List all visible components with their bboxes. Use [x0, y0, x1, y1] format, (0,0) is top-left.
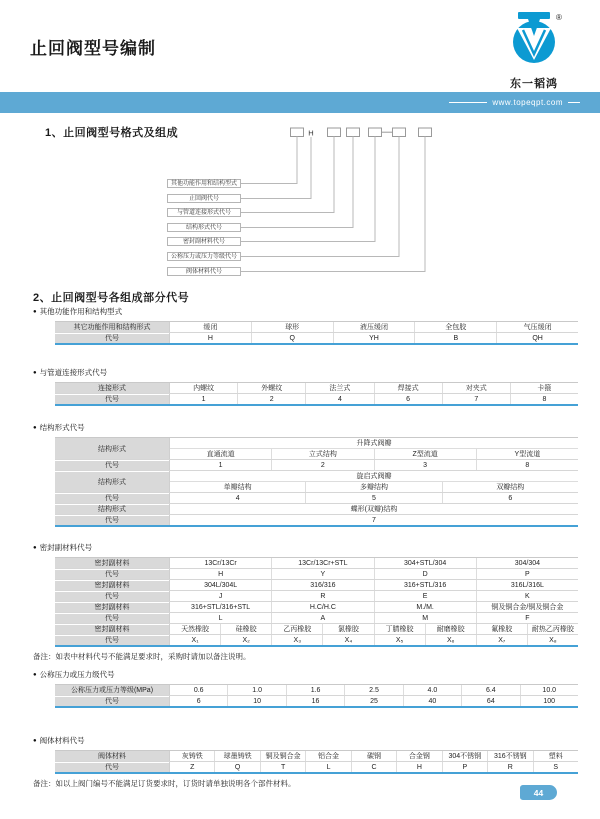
- table-row-group: [55, 612, 578, 623]
- row-header: 代号: [55, 515, 170, 525]
- format-label-other-function: 其他功能作用和结构型式: [167, 179, 241, 188]
- table-cell: 升降式阀瓣: [356, 440, 392, 447]
- table-bullet-label: 密封副材料代号: [39, 543, 93, 552]
- table-cell: 6: [374, 394, 442, 404]
- table-cell: 0.6: [193, 686, 204, 694]
- table-cell: 13Cr/13Cr: [204, 559, 237, 567]
- row-header: 结构形式: [55, 504, 170, 514]
- table-cell: 天然橡胶: [181, 626, 210, 633]
- code-table: [55, 321, 578, 345]
- table-row-group: [55, 503, 578, 514]
- table-row: [170, 493, 578, 503]
- table-cell: 8: [476, 460, 578, 470]
- page-number-badge: 44: [520, 785, 557, 800]
- table-cell: 40: [403, 696, 461, 706]
- table-cell: 氯橡胶: [322, 624, 373, 634]
- row-header: 密封副材料: [55, 602, 170, 612]
- table-cell: 对夹式: [442, 383, 510, 393]
- table-note: 备注：如以上阀门编号不能满足订货要求时，订货时请单独说明各个部件材料。: [33, 779, 296, 788]
- table-cell: 1.6: [286, 685, 344, 695]
- table-cell: 法兰式: [305, 383, 373, 393]
- table-cell: Z型流道: [374, 449, 476, 459]
- code-table: [55, 750, 578, 774]
- table-row: [170, 591, 578, 601]
- table-cell: 316不锈钢: [487, 751, 532, 761]
- table-row: [170, 635, 578, 645]
- table-cell: S: [533, 762, 578, 772]
- table-cell: 3: [374, 460, 476, 470]
- table-bullet: [33, 367, 578, 378]
- table-row: [170, 580, 578, 590]
- table-row-group: [55, 332, 578, 343]
- website-banner: [0, 92, 600, 113]
- table-cell: 1.0: [227, 685, 285, 695]
- connector-line-7: [241, 137, 425, 272]
- table-bullet-label: 结构形式代号: [39, 423, 85, 432]
- table-cell: 13Cr/13Cr+STL: [271, 558, 373, 568]
- table-cell: X₄: [322, 635, 373, 645]
- table-row-group: [55, 470, 578, 492]
- table-cell: H.C/H.C: [271, 602, 373, 612]
- table-cell: 硅橡胶: [220, 624, 271, 634]
- table-block-pipe-connection: [33, 367, 578, 406]
- table-row: [170, 762, 578, 772]
- table-cell: 4: [235, 494, 240, 502]
- bullet-icon: ●: [33, 544, 37, 551]
- code-box-2: [328, 128, 341, 137]
- table-cell: 6.4: [461, 685, 519, 695]
- connector-line-5: [241, 137, 375, 242]
- table-cell: L: [218, 614, 223, 622]
- table-cell: 10.0: [520, 685, 578, 695]
- table-cell: Y: [271, 569, 373, 579]
- table-bullet: [33, 422, 578, 433]
- table-row-group: [55, 514, 578, 525]
- table-cell: 卡箍: [510, 383, 578, 393]
- table-cell: H: [396, 762, 441, 772]
- code-table: [55, 557, 578, 647]
- table-block-seal-material: [33, 542, 578, 662]
- table-cell: 铜及铜合金: [260, 751, 305, 761]
- format-label-seal-material: 密封副材料代号: [167, 237, 241, 246]
- code-box-6: [419, 128, 432, 137]
- table-row-group: [55, 751, 578, 761]
- table-cell: 合金钢: [396, 751, 441, 761]
- table-cell: 316+STL/316: [374, 580, 476, 590]
- table-cell: 304不锈钢: [442, 751, 487, 761]
- table-cell: 液压缓闭: [333, 322, 415, 332]
- table-note: 备注：如表中材料代号不能满足要求时，采购时请加以备注说明。: [33, 652, 251, 661]
- table-bullet: [33, 669, 578, 680]
- table-cell: 5: [305, 493, 441, 503]
- table-bullet: [33, 735, 578, 746]
- table-bullet-label: 与管道连接形式代号: [39, 368, 108, 377]
- table-cell: A: [271, 613, 373, 623]
- bullet-icon: ●: [33, 369, 37, 376]
- table-row: [170, 448, 578, 459]
- table-cell: 2: [237, 394, 305, 404]
- table-cell: K: [476, 591, 578, 601]
- table-cell: X₁: [191, 636, 199, 644]
- table-row-group: [55, 623, 578, 634]
- table-row-group: [55, 695, 578, 706]
- table-row-group: [55, 634, 578, 645]
- row-header: 代号: [55, 493, 170, 503]
- table-cell: B: [414, 333, 496, 343]
- section1-heading: 1、止回阀型号格式及组成: [45, 127, 179, 139]
- table-cell: 外螺纹: [237, 383, 305, 393]
- connector-line-3: [241, 137, 334, 213]
- table-row: [170, 471, 578, 481]
- row-header: 代号: [55, 613, 170, 623]
- code-box-3: [347, 128, 360, 137]
- table-cell: Y型流道: [476, 449, 578, 459]
- table-row: [170, 438, 578, 448]
- bullet-icon: ●: [33, 308, 37, 315]
- row-header: 代号: [55, 394, 170, 404]
- table-cell: 316+STL/316+STL: [191, 603, 251, 611]
- table-row-group: [55, 590, 578, 601]
- table-cell: 10: [227, 696, 285, 706]
- table-cell: 多瓣结构: [305, 482, 441, 492]
- table-cell: 4.0: [403, 685, 461, 695]
- table-row: [170, 394, 578, 404]
- table-cell: 304/304: [476, 558, 578, 568]
- brand-logo-block: [505, 10, 563, 91]
- table-row: [170, 613, 578, 623]
- table-block-other-function: [33, 306, 578, 345]
- table-row: [170, 602, 578, 612]
- table-cell: 100: [520, 696, 578, 706]
- table-row: [170, 322, 578, 332]
- table-cell: F: [476, 613, 578, 623]
- format-label-pressure-rating: 公称压力或压力等级代号: [167, 252, 241, 261]
- table-cell: P: [476, 569, 578, 579]
- table-block-body-material: [33, 735, 578, 789]
- table-cell: 球墨铸铁: [214, 751, 259, 761]
- table-cell: M./M.: [374, 602, 476, 612]
- table-cell: 2.5: [344, 685, 402, 695]
- table-block-pressure-rating: [33, 669, 578, 708]
- table-cell: 25: [344, 696, 402, 706]
- table-cell: R: [487, 762, 532, 772]
- table-cell: M: [374, 613, 476, 623]
- table-bullet-label: 公称压力或压力级代号: [39, 670, 115, 679]
- table-cell: 耐磨橡胶: [425, 624, 476, 634]
- table-cell: 1: [201, 395, 206, 403]
- table-row: [170, 751, 578, 761]
- table-cell: 旋启式阀瓣: [356, 473, 392, 480]
- table-cell: 碳钢: [351, 751, 396, 761]
- table-cell: 2: [271, 460, 373, 470]
- code-box-1: [291, 128, 304, 137]
- brand-name: 东一韬鸿: [510, 78, 558, 90]
- table-row-group: [55, 761, 578, 772]
- table-cell: X₃: [271, 635, 322, 645]
- table-cell: YH: [333, 333, 415, 343]
- brand-logo-icon: [506, 10, 562, 68]
- format-label-pipe-connection: 与管道连接形式代号: [167, 208, 241, 217]
- table-cell: D: [374, 569, 476, 579]
- code-table: [55, 382, 578, 406]
- table-cell: 304L/304L: [204, 581, 238, 589]
- table-cell: T: [260, 762, 305, 772]
- connector-line-2: [241, 137, 311, 199]
- table-cell: 蝶形(双瓣)结构: [350, 506, 398, 513]
- table-cell: 304+STL/304: [374, 558, 476, 568]
- table-cell: R: [271, 591, 373, 601]
- table-row-group: [55, 685, 578, 695]
- table-cell: 单瓣结构: [223, 484, 252, 491]
- row-header: 代号: [55, 460, 170, 470]
- row-header: 密封副材料: [55, 624, 170, 634]
- table-cell: 6: [442, 493, 578, 503]
- bullet-icon: ●: [33, 671, 37, 678]
- row-header: 连接形式: [55, 383, 170, 393]
- bullet-icon: ●: [33, 424, 37, 431]
- row-header: 结构形式: [55, 438, 170, 459]
- table-cell: Q: [251, 333, 333, 343]
- model-letter: H: [308, 128, 314, 138]
- table-row: [170, 383, 578, 393]
- table-cell: 耐热乙丙橡胶: [527, 624, 578, 634]
- connector-line-4: [241, 137, 353, 228]
- format-label-body-material: 阀体材料代号: [167, 267, 241, 276]
- table-row: [170, 481, 578, 492]
- table-cell: 16: [286, 696, 344, 706]
- table-cell: X₈: [527, 635, 578, 645]
- code-box-4: [369, 128, 382, 137]
- row-header: 密封副材料: [55, 580, 170, 590]
- table-row-group: [55, 568, 578, 579]
- table-bullet-label: 阀体材料代号: [39, 736, 85, 745]
- table-cell: 双瓣结构: [442, 482, 578, 492]
- table-cell: 6: [196, 697, 201, 705]
- table-cell: 内螺纹: [193, 385, 215, 392]
- table-row: [170, 333, 578, 343]
- table-row-group: [55, 322, 578, 332]
- code-box-5: [393, 128, 406, 137]
- table-cell: Q: [214, 762, 259, 772]
- table-cell: 316/316: [271, 580, 373, 590]
- row-header: 代号: [55, 635, 170, 645]
- row-header: 阀体材料: [55, 751, 170, 761]
- row-header: 代号: [55, 591, 170, 601]
- table-bullet: [33, 306, 578, 317]
- website-url: www.topeqpt.com: [492, 98, 563, 107]
- section2-heading: 2、止回阀型号各组成部分代号: [33, 292, 190, 304]
- banner-line-left: [449, 102, 487, 103]
- connector-line-6: [241, 137, 399, 257]
- row-header: 其它功能作用和结构形式: [55, 322, 170, 332]
- table-bullet-label: 其他功能作用和结构型式: [39, 307, 123, 316]
- table-cell: Z: [190, 763, 195, 771]
- table-cell: 7: [442, 394, 510, 404]
- table-cell: 4: [305, 394, 373, 404]
- table-cell: 立式结构: [271, 449, 373, 459]
- connector-line-1: [241, 137, 297, 184]
- table-cell: 塑料: [533, 751, 578, 761]
- table-cell: 灰铸铁: [181, 753, 203, 760]
- table-row: [170, 624, 578, 634]
- code-table: [55, 437, 578, 527]
- table-row-group: [55, 601, 578, 612]
- table-row-group: [55, 438, 578, 459]
- table-block-structure-form: [33, 422, 578, 527]
- table-row: [170, 558, 578, 568]
- bullet-icon: ●: [33, 737, 37, 744]
- row-header: 结构形式: [55, 471, 170, 492]
- table-cell: 316L/316L: [476, 580, 578, 590]
- table-cell: 全包胶: [414, 322, 496, 332]
- table-cell: X₇: [476, 635, 527, 645]
- table-cell: 乙丙橡胶: [271, 624, 322, 634]
- table-cell: 焊接式: [374, 383, 442, 393]
- table-bullet: [33, 542, 578, 553]
- table-cell: 气压缓闭: [496, 322, 578, 332]
- row-header: 代号: [55, 333, 170, 343]
- row-header: 代号: [55, 569, 170, 579]
- table-row: [170, 685, 578, 695]
- table-cell: H: [218, 570, 224, 578]
- table-cell: H: [207, 334, 213, 342]
- table-cell: X₆: [425, 635, 476, 645]
- table-cell: 球形: [251, 322, 333, 332]
- table-row-group: [55, 558, 578, 568]
- table-cell: QH: [496, 333, 578, 343]
- table-row: [170, 515, 578, 525]
- table-cell: X₅: [374, 635, 425, 645]
- table-cell: 铝合金: [305, 751, 350, 761]
- table-row: [170, 696, 578, 706]
- table-cell: E: [374, 591, 476, 601]
- table-cell: X₂: [220, 635, 271, 645]
- table-cell: 铜及铜合金/铜及铜合金: [476, 602, 578, 612]
- row-header: 代号: [55, 696, 170, 706]
- format-label-check-valve-code: 止回阀代号: [167, 194, 241, 203]
- table-row: [170, 569, 578, 579]
- table-cell: 氟橡胶: [476, 624, 527, 634]
- row-header: 公称压力或压力等级(MPa): [55, 685, 170, 695]
- registered-mark: ®: [556, 13, 562, 22]
- row-header: 代号: [55, 762, 170, 772]
- table-row: [170, 460, 578, 470]
- table-cell: 8: [510, 394, 578, 404]
- page-title: 止回阀型号编制: [30, 39, 156, 58]
- table-row-group: [55, 492, 578, 503]
- table-cell: 1: [218, 461, 223, 469]
- table-row-group: [55, 579, 578, 590]
- table-cell: J: [218, 592, 223, 600]
- row-header: 密封副材料: [55, 558, 170, 568]
- table-cell: L: [305, 762, 350, 772]
- table-cell: C: [351, 762, 396, 772]
- code-table: [55, 684, 578, 708]
- table-cell: 直通流道: [206, 451, 235, 458]
- table-row: [170, 504, 578, 514]
- table-row-group: [55, 383, 578, 393]
- table-cell: 丁腈橡胶: [374, 624, 425, 634]
- table-row-group: [55, 393, 578, 404]
- table-cell: 缓闭: [203, 324, 218, 331]
- table-row-group: [55, 459, 578, 470]
- format-label-structure-form: 结构形式代号: [167, 223, 241, 232]
- banner-line-right: [568, 102, 580, 103]
- table-cell: 64: [461, 696, 519, 706]
- table-cell: 7: [372, 516, 376, 524]
- table-cell: P: [442, 762, 487, 772]
